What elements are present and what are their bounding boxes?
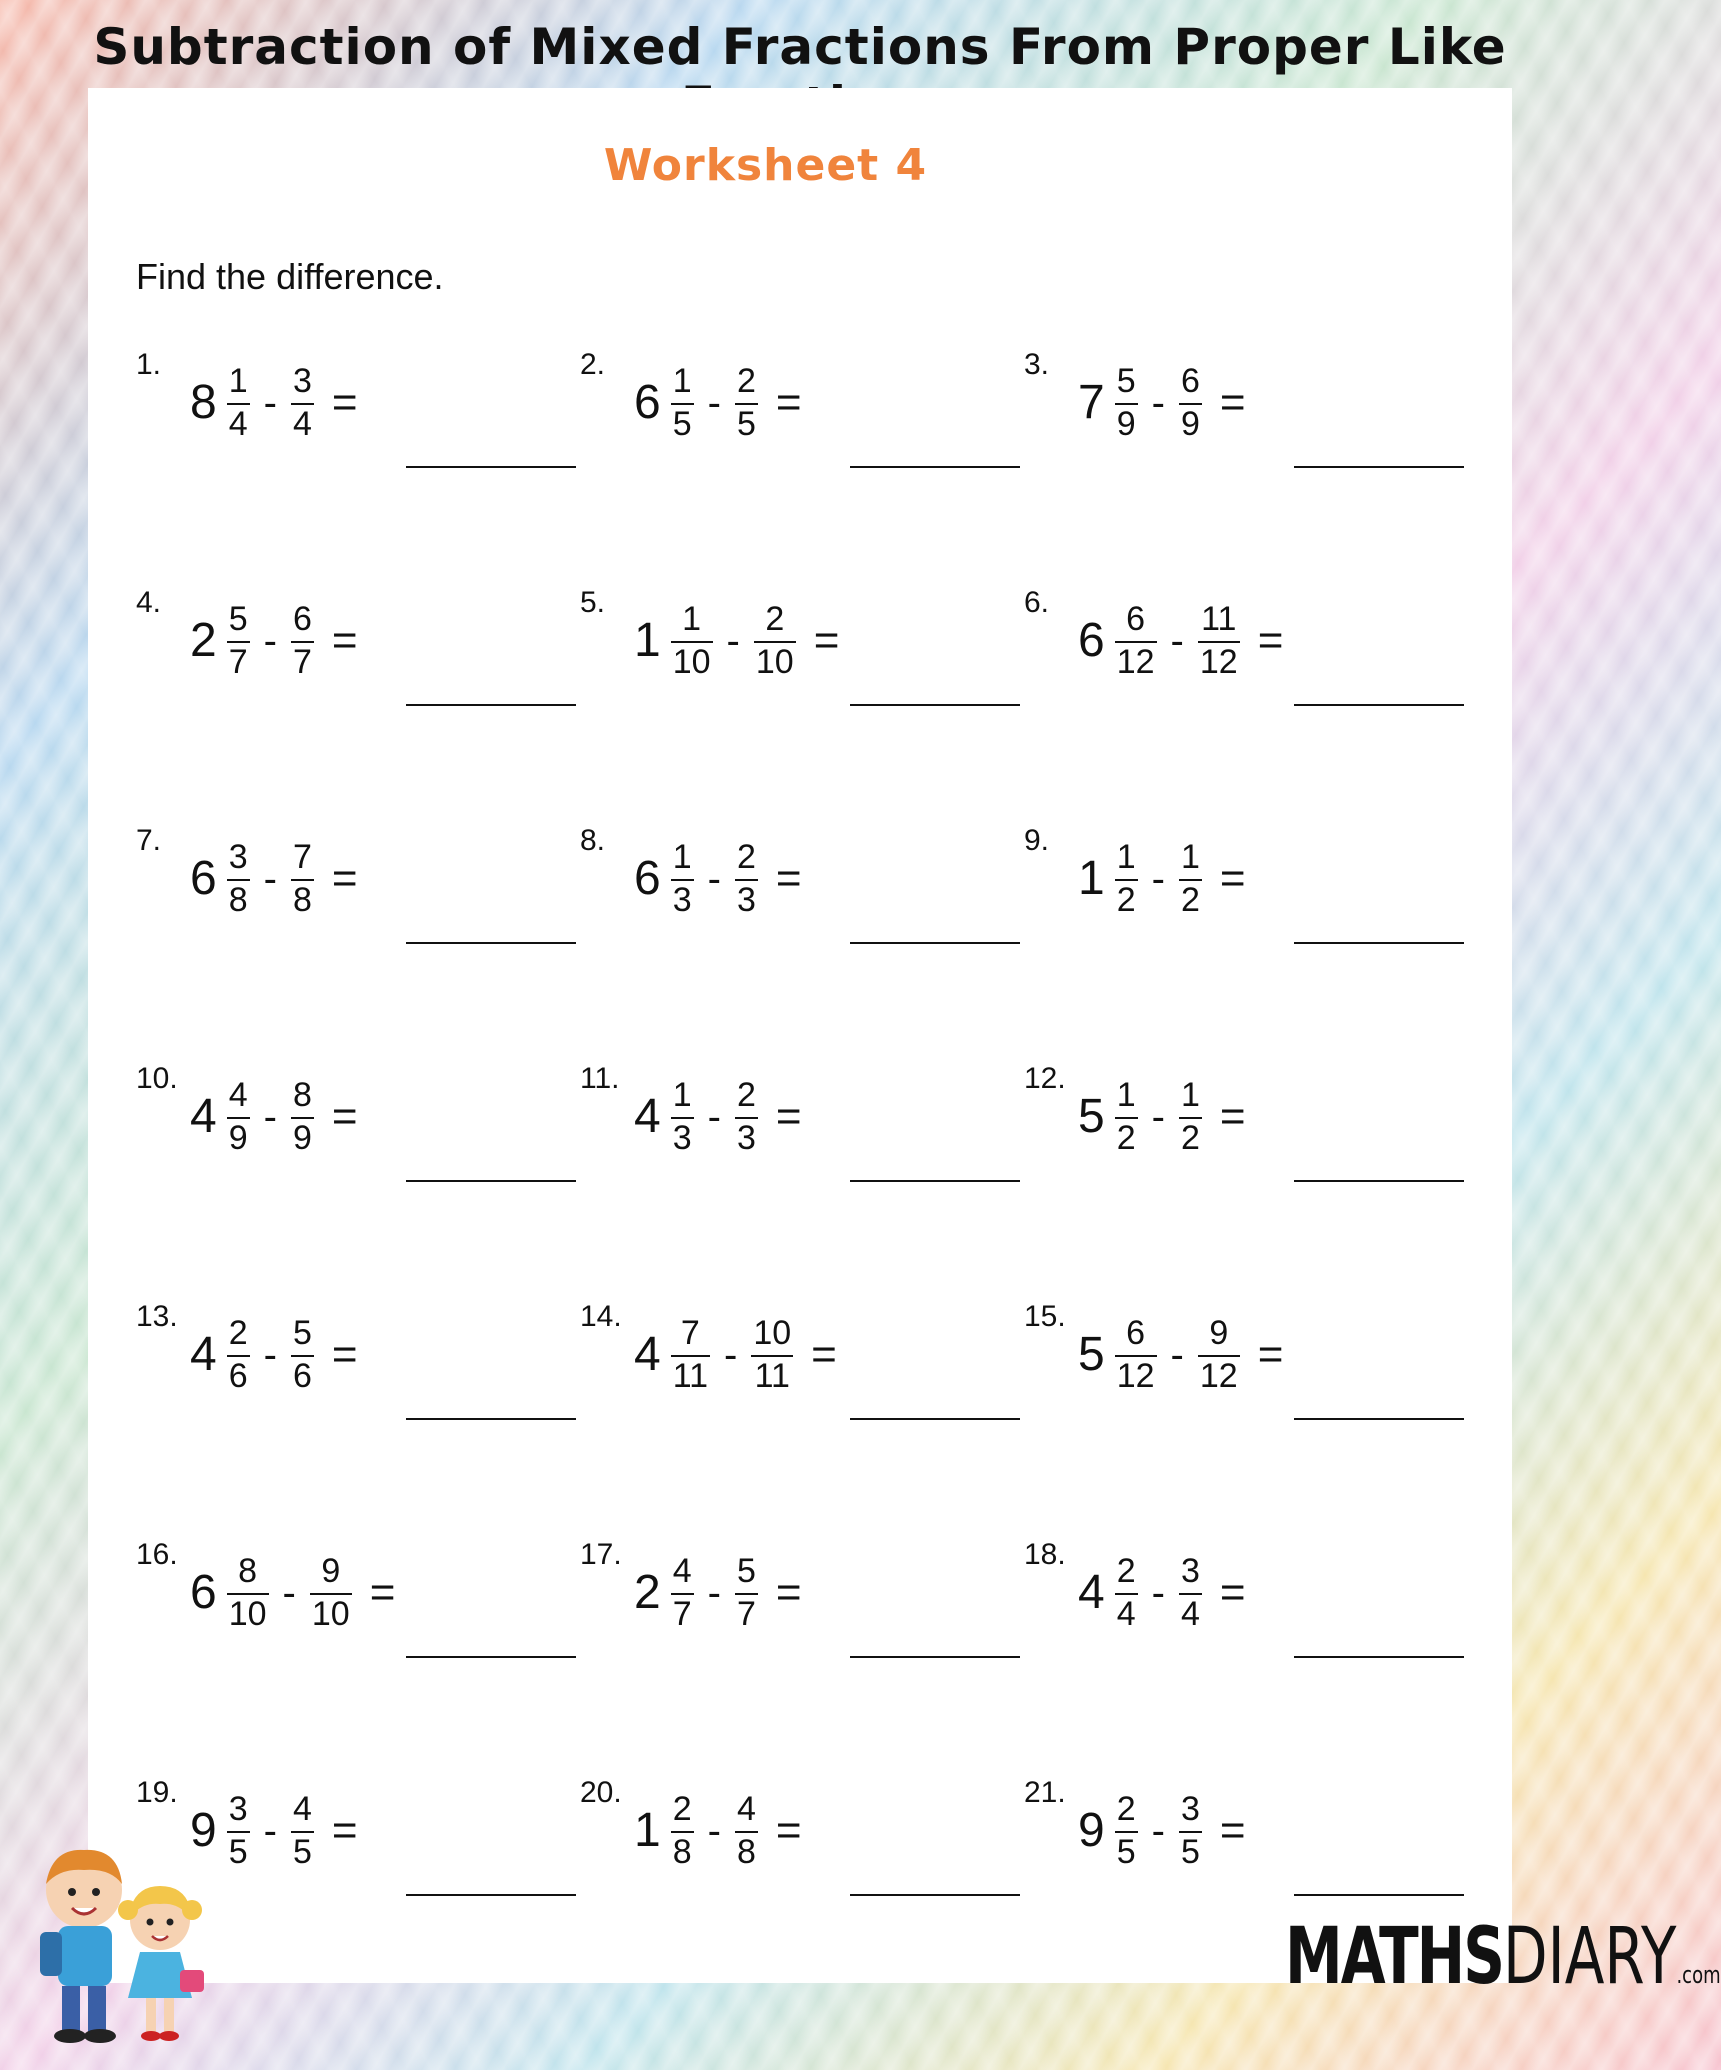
numerator: 4 bbox=[292, 1789, 312, 1828]
denominator: 3 bbox=[672, 880, 692, 919]
second-fraction bbox=[291, 1789, 314, 1871]
numerator: 1 bbox=[1180, 1075, 1200, 1114]
second-fraction bbox=[291, 1313, 314, 1395]
equals-sign: = bbox=[1219, 1568, 1246, 1617]
denominator: 9 bbox=[228, 1118, 248, 1157]
problem-expression bbox=[634, 586, 839, 696]
worksheet-number: Worksheet 4 bbox=[603, 140, 928, 191]
second-fraction bbox=[735, 361, 758, 443]
denominator: 4 bbox=[228, 404, 248, 443]
kids-illustration bbox=[22, 1840, 222, 2050]
problem-number: 21. bbox=[1024, 1776, 1066, 1809]
problem-20 bbox=[580, 1776, 1020, 1896]
whole-number: 9 bbox=[1078, 1804, 1105, 1857]
answer-blank[interactable] bbox=[850, 942, 1020, 944]
second-fraction bbox=[1179, 837, 1202, 919]
minus-sign: - bbox=[707, 1570, 721, 1615]
equals-sign: = bbox=[331, 854, 358, 903]
answer-blank[interactable] bbox=[406, 1180, 576, 1182]
denominator: 5 bbox=[292, 1832, 312, 1871]
problem-9 bbox=[1024, 824, 1464, 944]
problem-number: 14. bbox=[580, 1300, 622, 1333]
second-fraction bbox=[291, 837, 314, 919]
problem-number: 9. bbox=[1024, 824, 1050, 857]
first-fraction bbox=[671, 1075, 694, 1157]
equals-sign: = bbox=[331, 1806, 358, 1855]
numerator: 1 bbox=[682, 599, 702, 638]
numerator: 5 bbox=[736, 1551, 756, 1590]
problem-number: 15. bbox=[1024, 1300, 1066, 1333]
denominator: 12 bbox=[1199, 642, 1238, 681]
first-fraction bbox=[227, 1313, 250, 1395]
problem-expression bbox=[190, 1300, 358, 1410]
minus-sign: - bbox=[726, 618, 740, 663]
denominator: 4 bbox=[1116, 1594, 1136, 1633]
numerator: 2 bbox=[1116, 1551, 1136, 1590]
problem-number: 17. bbox=[580, 1538, 622, 1571]
first-fraction bbox=[1115, 1551, 1138, 1633]
denominator: 9 bbox=[1116, 404, 1136, 443]
equals-sign: = bbox=[1219, 854, 1246, 903]
whole-number: 5 bbox=[1078, 1090, 1105, 1143]
answer-blank[interactable] bbox=[406, 466, 576, 468]
denominator: 7 bbox=[736, 1594, 756, 1633]
problem-number: 4. bbox=[136, 586, 162, 619]
whole-number: 9 bbox=[190, 1804, 217, 1857]
answer-blank[interactable] bbox=[406, 1418, 576, 1420]
denominator: 11 bbox=[754, 1356, 790, 1395]
answer-blank[interactable] bbox=[1294, 1418, 1464, 1420]
minus-sign: - bbox=[263, 1808, 277, 1853]
equals-sign: = bbox=[1257, 616, 1284, 665]
problem-expression bbox=[634, 1538, 802, 1648]
whole-number: 4 bbox=[190, 1328, 217, 1381]
equals-sign: = bbox=[813, 616, 840, 665]
whole-number: 5 bbox=[1078, 1328, 1105, 1381]
whole-number: 8 bbox=[190, 376, 217, 429]
equals-sign: = bbox=[331, 1330, 358, 1379]
problem-18 bbox=[1024, 1538, 1464, 1658]
denominator: 12 bbox=[1199, 1356, 1238, 1395]
equals-sign: = bbox=[775, 1806, 802, 1855]
minus-sign: - bbox=[1151, 1570, 1165, 1615]
problem-number: 7. bbox=[136, 824, 162, 857]
numerator: 1 bbox=[672, 361, 692, 400]
second-fraction bbox=[310, 1551, 352, 1633]
first-fraction bbox=[1115, 1075, 1138, 1157]
second-fraction bbox=[1179, 1075, 1202, 1157]
numerator: 3 bbox=[228, 1789, 248, 1828]
denominator: 5 bbox=[1116, 1832, 1136, 1871]
minus-sign: - bbox=[724, 1332, 738, 1377]
worksheet-sheet bbox=[88, 88, 1512, 1983]
denominator: 9 bbox=[292, 1118, 312, 1157]
answer-blank[interactable] bbox=[406, 1656, 576, 1658]
problem-16 bbox=[136, 1538, 576, 1658]
problem-expression bbox=[1078, 586, 1283, 696]
problem-1 bbox=[136, 348, 576, 468]
first-fraction bbox=[227, 1789, 250, 1871]
whole-number: 6 bbox=[190, 1566, 217, 1619]
answer-blank[interactable] bbox=[1294, 1180, 1464, 1182]
first-fraction bbox=[227, 1551, 269, 1633]
denominator: 3 bbox=[736, 880, 756, 919]
equals-sign: = bbox=[775, 1568, 802, 1617]
answer-blank[interactable] bbox=[850, 1656, 1020, 1658]
denominator: 4 bbox=[1180, 1594, 1200, 1633]
problem-8 bbox=[580, 824, 1020, 944]
denominator: 5 bbox=[228, 1832, 248, 1871]
minus-sign: - bbox=[1151, 856, 1165, 901]
first-fraction bbox=[1115, 837, 1138, 919]
numerator: 8 bbox=[292, 1075, 312, 1114]
denominator: 3 bbox=[672, 1118, 692, 1157]
numerator: 1 bbox=[672, 1075, 692, 1114]
whole-number: 6 bbox=[190, 852, 217, 905]
denominator: 8 bbox=[672, 1832, 692, 1871]
first-fraction bbox=[227, 599, 250, 681]
numerator: 5 bbox=[292, 1313, 312, 1352]
numerator: 2 bbox=[736, 1075, 756, 1114]
numerator: 4 bbox=[672, 1551, 692, 1590]
denominator: 12 bbox=[1116, 642, 1155, 681]
equals-sign: = bbox=[1257, 1330, 1284, 1379]
numerator: 4 bbox=[228, 1075, 248, 1114]
minus-sign: - bbox=[282, 1570, 296, 1615]
mathsdiary-logo bbox=[1285, 1910, 1721, 2002]
whole-number: 1 bbox=[634, 614, 661, 667]
problem-number: 20. bbox=[580, 1776, 622, 1809]
equals-sign: = bbox=[811, 1330, 837, 1379]
problem-number: 5. bbox=[580, 586, 606, 619]
minus-sign: - bbox=[1151, 1808, 1165, 1853]
numerator: 1 bbox=[1180, 837, 1200, 876]
equals-sign: = bbox=[331, 1092, 358, 1141]
problem-expression bbox=[634, 824, 802, 934]
numerator: 2 bbox=[736, 837, 756, 876]
equals-sign: = bbox=[1219, 1806, 1246, 1855]
second-fraction bbox=[751, 1313, 793, 1395]
problem-expression bbox=[1078, 824, 1246, 934]
numerator: 1 bbox=[228, 361, 248, 400]
minus-sign: - bbox=[1151, 380, 1165, 425]
whole-number: 6 bbox=[1078, 614, 1105, 667]
answer-blank[interactable] bbox=[850, 1180, 1020, 1182]
first-fraction bbox=[671, 1551, 694, 1633]
problem-11 bbox=[580, 1062, 1020, 1182]
problem-expression bbox=[1078, 1300, 1283, 1410]
second-fraction bbox=[735, 1789, 758, 1871]
problem-number: 8. bbox=[580, 824, 606, 857]
second-fraction bbox=[291, 599, 314, 681]
whole-number: 4 bbox=[634, 1090, 661, 1143]
first-fraction bbox=[1115, 361, 1138, 443]
whole-number: 6 bbox=[634, 852, 661, 905]
girl-figure bbox=[118, 1886, 204, 2041]
problem-expression bbox=[190, 1062, 358, 1172]
answer-blank[interactable] bbox=[1294, 704, 1464, 706]
denominator: 2 bbox=[1116, 880, 1136, 919]
denominator: 10 bbox=[311, 1594, 350, 1633]
problem-number: 13. bbox=[136, 1300, 178, 1333]
denominator: 7 bbox=[292, 642, 312, 681]
first-fraction bbox=[671, 599, 713, 681]
problem-7 bbox=[136, 824, 576, 944]
equals-sign: = bbox=[775, 1092, 802, 1141]
problem-number: 18. bbox=[1024, 1538, 1066, 1571]
problem-expression bbox=[190, 824, 358, 934]
numerator: 5 bbox=[228, 599, 248, 638]
second-fraction bbox=[1179, 361, 1202, 443]
problem-3 bbox=[1024, 348, 1464, 468]
problem-10 bbox=[136, 1062, 576, 1182]
equals-sign: = bbox=[369, 1568, 396, 1617]
first-fraction bbox=[671, 837, 694, 919]
second-fraction bbox=[735, 1075, 758, 1157]
numerator: 6 bbox=[1126, 599, 1146, 638]
minus-sign: - bbox=[263, 380, 277, 425]
problem-2 bbox=[580, 348, 1020, 468]
first-fraction bbox=[227, 361, 250, 443]
whole-number: 4 bbox=[1078, 1566, 1105, 1619]
problem-5 bbox=[580, 586, 1020, 706]
numerator: 3 bbox=[228, 837, 248, 876]
problem-expression bbox=[1078, 348, 1246, 458]
answer-blank[interactable] bbox=[850, 466, 1020, 468]
denominator: 11 bbox=[672, 1356, 708, 1395]
first-fraction bbox=[1115, 1313, 1157, 1395]
numerator: 6 bbox=[1180, 361, 1200, 400]
numerator: 7 bbox=[292, 837, 312, 876]
first-fraction bbox=[227, 1075, 250, 1157]
denominator: 6 bbox=[228, 1356, 248, 1395]
problem-21 bbox=[1024, 1776, 1464, 1896]
equals-sign: = bbox=[331, 378, 358, 427]
problem-14 bbox=[580, 1300, 1020, 1420]
problem-expression bbox=[634, 348, 802, 458]
numerator: 2 bbox=[765, 599, 785, 638]
whole-number: 6 bbox=[634, 376, 661, 429]
problem-expression bbox=[190, 586, 358, 696]
numerator: 10 bbox=[753, 1313, 792, 1352]
denominator: 5 bbox=[736, 404, 756, 443]
denominator: 4 bbox=[292, 404, 312, 443]
problem-expression bbox=[634, 1776, 802, 1886]
problem-number: 11. bbox=[580, 1062, 620, 1095]
numerator: 5 bbox=[1116, 361, 1136, 400]
first-fraction bbox=[227, 837, 250, 919]
denominator: 5 bbox=[1180, 1832, 1200, 1871]
numerator: 2 bbox=[228, 1313, 248, 1352]
denominator: 7 bbox=[672, 1594, 692, 1633]
numerator: 1 bbox=[1116, 1075, 1136, 1114]
numerator: 3 bbox=[1180, 1789, 1200, 1828]
numerator: 3 bbox=[1180, 1551, 1200, 1590]
first-fraction bbox=[1115, 1789, 1138, 1871]
equals-sign: = bbox=[775, 378, 802, 427]
answer-blank[interactable] bbox=[406, 1894, 576, 1896]
first-fraction bbox=[1115, 599, 1157, 681]
answer-blank[interactable] bbox=[1294, 942, 1464, 944]
problem-expression bbox=[634, 1300, 837, 1410]
denominator: 12 bbox=[1116, 1356, 1155, 1395]
minus-sign: - bbox=[1170, 1332, 1184, 1377]
numerator: 6 bbox=[1126, 1313, 1146, 1352]
problem-number: 10. bbox=[136, 1062, 178, 1095]
problem-expression bbox=[190, 1538, 395, 1648]
second-fraction bbox=[1179, 1789, 1202, 1871]
denominator: 5 bbox=[672, 404, 692, 443]
problem-expression bbox=[1078, 1538, 1246, 1648]
second-fraction bbox=[735, 1551, 758, 1633]
second-fraction bbox=[754, 599, 796, 681]
minus-sign: - bbox=[707, 380, 721, 425]
answer-blank[interactable] bbox=[850, 1418, 1020, 1420]
whole-number: 1 bbox=[634, 1804, 661, 1857]
minus-sign: - bbox=[707, 1808, 721, 1853]
logo-light: DIARY bbox=[1502, 1910, 1677, 2002]
logo-bold: MATHS bbox=[1285, 1910, 1503, 2002]
instruction-text: Find the difference. bbox=[136, 256, 444, 297]
denominator: 2 bbox=[1180, 880, 1200, 919]
answer-blank[interactable] bbox=[850, 1894, 1020, 1896]
denominator: 8 bbox=[228, 880, 248, 919]
denominator: 10 bbox=[755, 642, 794, 681]
denominator: 6 bbox=[292, 1356, 312, 1395]
whole-number: 2 bbox=[190, 614, 217, 667]
minus-sign: - bbox=[263, 1332, 277, 1377]
denominator: 8 bbox=[292, 880, 312, 919]
numerator: 1 bbox=[1116, 837, 1136, 876]
numerator: 2 bbox=[736, 361, 756, 400]
first-fraction bbox=[671, 1313, 710, 1395]
equals-sign: = bbox=[1219, 378, 1246, 427]
denominator: 10 bbox=[672, 642, 711, 681]
equals-sign: = bbox=[331, 616, 358, 665]
answer-blank[interactable] bbox=[850, 704, 1020, 706]
minus-sign: - bbox=[1151, 1094, 1165, 1139]
problem-expression bbox=[1078, 1776, 1246, 1886]
boy-figure bbox=[40, 1850, 122, 2043]
minus-sign: - bbox=[263, 1094, 277, 1139]
problem-12 bbox=[1024, 1062, 1464, 1182]
numerator: 4 bbox=[736, 1789, 756, 1828]
numerator: 6 bbox=[292, 599, 312, 638]
problem-number: 2. bbox=[580, 348, 606, 381]
numerator: 2 bbox=[1116, 1789, 1136, 1828]
numerator: 1 bbox=[672, 837, 692, 876]
answer-blank[interactable] bbox=[406, 704, 576, 706]
answer-blank[interactable] bbox=[406, 942, 576, 944]
problem-15 bbox=[1024, 1300, 1464, 1420]
problem-13 bbox=[136, 1300, 576, 1420]
problem-number: 19. bbox=[136, 1776, 178, 1809]
minus-sign: - bbox=[707, 1094, 721, 1139]
problem-expression bbox=[1078, 1062, 1246, 1172]
numerator: 11 bbox=[1201, 599, 1237, 638]
denominator: 2 bbox=[1180, 1118, 1200, 1157]
whole-number: 4 bbox=[634, 1328, 661, 1381]
denominator: 8 bbox=[736, 1832, 756, 1871]
second-fraction bbox=[291, 1075, 314, 1157]
numerator: 7 bbox=[680, 1313, 700, 1352]
minus-sign: - bbox=[263, 856, 277, 901]
first-fraction bbox=[671, 1789, 694, 1871]
denominator: 3 bbox=[736, 1118, 756, 1157]
whole-number: 2 bbox=[634, 1566, 661, 1619]
second-fraction bbox=[1198, 1313, 1240, 1395]
answer-blank[interactable] bbox=[1294, 466, 1464, 468]
problem-6 bbox=[1024, 586, 1464, 706]
denominator: 9 bbox=[1180, 404, 1200, 443]
problem-grid bbox=[88, 88, 1512, 1983]
second-fraction bbox=[735, 837, 758, 919]
problem-number: 1. bbox=[136, 348, 162, 381]
problem-expression bbox=[190, 348, 358, 458]
numerator: 3 bbox=[292, 361, 312, 400]
numerator: 9 bbox=[1209, 1313, 1229, 1352]
second-fraction bbox=[1198, 599, 1240, 681]
equals-sign: = bbox=[1219, 1092, 1246, 1141]
worksheet-title: Subtraction of Mixed Fractions From Proper Like bbox=[93, 18, 1507, 76]
problem-number: 12. bbox=[1024, 1062, 1066, 1095]
problem-17 bbox=[580, 1538, 1020, 1658]
whole-number: 7 bbox=[1078, 376, 1105, 429]
problem-number: 6. bbox=[1024, 586, 1050, 619]
problem-4 bbox=[136, 586, 576, 706]
minus-sign: - bbox=[263, 618, 277, 663]
numerator: 9 bbox=[321, 1551, 341, 1590]
minus-sign: - bbox=[707, 856, 721, 901]
minus-sign: - bbox=[1170, 618, 1184, 663]
equals-sign: = bbox=[775, 854, 802, 903]
logo-suffix: .com bbox=[1676, 1961, 1721, 1990]
first-fraction bbox=[671, 361, 694, 443]
second-fraction bbox=[291, 361, 314, 443]
denominator: 10 bbox=[228, 1594, 267, 1633]
answer-blank[interactable] bbox=[1294, 1894, 1464, 1896]
problem-number: 16. bbox=[136, 1538, 178, 1571]
problem-number: 3. bbox=[1024, 348, 1050, 381]
denominator: 2 bbox=[1116, 1118, 1136, 1157]
whole-number: 4 bbox=[190, 1090, 217, 1143]
second-fraction bbox=[1179, 1551, 1202, 1633]
numerator: 8 bbox=[238, 1551, 258, 1590]
numerator: 2 bbox=[672, 1789, 692, 1828]
problem-expression bbox=[634, 1062, 802, 1172]
denominator: 7 bbox=[228, 642, 248, 681]
whole-number: 1 bbox=[1078, 852, 1105, 905]
answer-blank[interactable] bbox=[1294, 1656, 1464, 1658]
